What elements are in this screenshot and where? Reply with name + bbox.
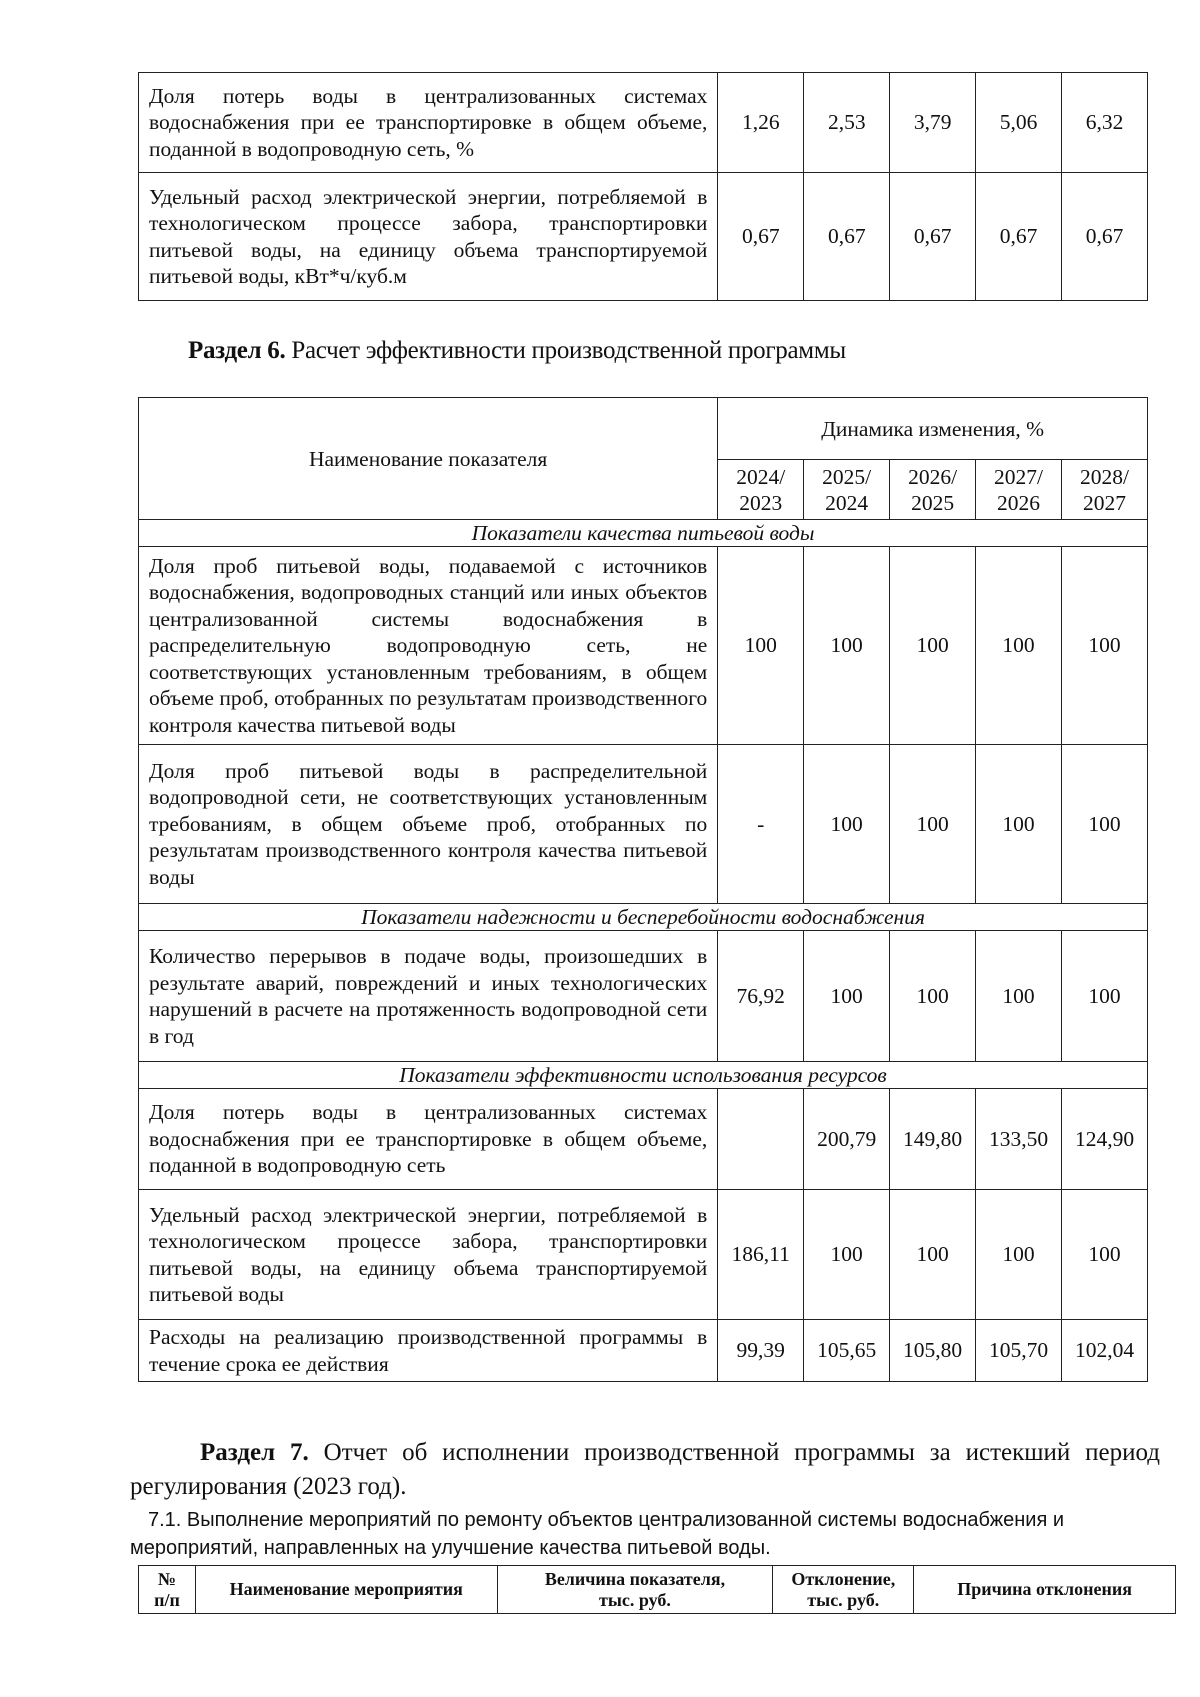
indicator-value: 105,65 (804, 1320, 890, 1382)
indicator-value: 100 (1062, 931, 1148, 1062)
indicator-value: 124,90 (1062, 1089, 1148, 1190)
table-row (139, 1320, 1148, 1382)
indicator-value: 1,26 (718, 73, 804, 173)
year-header (976, 460, 1062, 520)
indicator-value: 133,50 (976, 1089, 1062, 1190)
header-line: п/п (154, 1589, 180, 1610)
indicator-value: 0,67 (976, 173, 1062, 301)
indicator-value: 100 (976, 547, 1062, 745)
header-line: тыс. руб. (807, 1589, 880, 1610)
indicator-value: 6,32 (1062, 73, 1148, 173)
header-line: Наименование мероприятия (229, 1579, 463, 1599)
section-7-title: Отчет об исполнении производственной программы за истекший период регулирования (2023 год). (130, 1439, 1160, 1500)
indicator-value: 100 (890, 931, 976, 1062)
table-row (139, 547, 1148, 745)
indicator-value: 105,70 (976, 1320, 1062, 1382)
year-top: 2026/ (908, 464, 958, 489)
indicator-value: 100 (976, 745, 1062, 904)
column-header-value (497, 1566, 773, 1614)
year-header (890, 460, 976, 520)
year-top: 2025/ (822, 464, 872, 489)
indicator-value: 200,79 (804, 1089, 890, 1190)
indicator-name: Доля проб питьевой воды, подаваемой с источников водоснабжения, водопроводных станций или иных объектов централизованной системы водоснабжения в распределительную водопроводную сеть, не соответствующих установленным требованиям, в общем объеме проб, отобранных по результатам производственного контроля качества питьевой воды (139, 547, 718, 745)
indicator-name: Доля потерь воды в централизованных системах водоснабжения при ее транспортировке в общем объеме, поданной в водопроводную сеть (139, 1089, 718, 1190)
indicator-value: 3,79 (890, 73, 976, 173)
header-line: Отклонение, (791, 1568, 896, 1589)
indicator-name: Расходы на реализацию производственной программы в течение срока ее действия (139, 1320, 718, 1382)
indicator-name: Удельный расход электрической энергии, потребляемой в технологическом процессе забора, транспортировки питьевой воды, на единицу объема транспортируемой питьевой воды, кВт*ч/куб.м (139, 173, 718, 301)
year-bottom: 2024 (825, 490, 869, 515)
indicator-value: 100 (804, 931, 890, 1062)
indicator-value: 100 (1062, 745, 1148, 904)
top-indicators-table (138, 72, 1148, 301)
column-header-reason (914, 1566, 1176, 1614)
year-header (804, 460, 890, 520)
indicator-value: 186,11 (718, 1190, 804, 1320)
year-header (1062, 460, 1148, 520)
indicator-value: 100 (1062, 547, 1148, 745)
indicator-value: 100 (804, 547, 890, 745)
indicator-value: 100 (1062, 1190, 1148, 1320)
table-row (139, 73, 1148, 173)
indicator-value: 76,92 (718, 931, 804, 1062)
section-6-number: Раздел 6. (188, 337, 286, 364)
year-bottom: 2025 (911, 490, 955, 515)
section-6-title: Расчет эффективности производственной программы (285, 337, 846, 364)
indicator-value: 100 (804, 1190, 890, 1320)
indicator-value: 100 (890, 745, 976, 904)
year-top: 2024/ (736, 464, 786, 489)
dynamics-header: Динамика изменения, % (718, 398, 1148, 460)
indicator-name: Количество перерывов в подаче воды, произошедших в результате аварий, повреждений и иных технологических нарушений в расчете на протяженность водопроводной сети в год (139, 931, 718, 1062)
indicator-value: 0,67 (804, 173, 890, 301)
indicator-value (718, 1089, 804, 1190)
indicator-value: 100 (890, 1190, 976, 1320)
category-row (139, 904, 1148, 931)
category-row (139, 520, 1148, 547)
indicator-value: 100 (976, 931, 1062, 1062)
indicator-value: 100 (804, 745, 890, 904)
category-title: Показатели надежности и бесперебойности водоснабжения (139, 904, 1148, 931)
category-title: Показатели эффективности использования ресурсов (139, 1062, 1148, 1089)
table-row (139, 173, 1148, 301)
indicator-value: 100 (718, 547, 804, 745)
indicator-value: 149,80 (890, 1089, 976, 1190)
indicator-value: - (718, 745, 804, 904)
indicator-value: 0,67 (890, 173, 976, 301)
indicator-value: 5,06 (976, 73, 1062, 173)
indicator-value: 0,67 (718, 173, 804, 301)
column-header-deviation (773, 1566, 914, 1614)
indicator-value: 102,04 (1062, 1320, 1148, 1382)
table-row (139, 1089, 1148, 1190)
table-row (139, 1190, 1148, 1320)
report-table (138, 1565, 1176, 1614)
indicator-name: Доля потерь воды в централизованных системах водоснабжения при ее транспортировке в общем объеме, поданной в водопроводную сеть, % (139, 73, 718, 173)
efficiency-table (138, 397, 1148, 1382)
indicator-value: 105,80 (890, 1320, 976, 1382)
column-header-measure (195, 1566, 497, 1614)
indicator-value: 0,67 (1062, 173, 1148, 301)
header-row (139, 398, 1148, 460)
section-7-heading (130, 1436, 1160, 1504)
header-line: Причина отклонения (957, 1579, 1132, 1599)
header-line: Величина показателя, (544, 1568, 726, 1589)
indicator-value: 100 (976, 1190, 1062, 1320)
table-row (139, 931, 1148, 1062)
subsection-7-1: 7.1. Выполнение мероприятий по ремонту объектов централизованной системы водоснабжения и мероприятий, направленных на улучшение качества питьевой воды. (130, 1509, 1065, 1559)
header-line: тыс. руб. (598, 1589, 671, 1610)
year-bottom: 2023 (739, 490, 783, 515)
section-7-number: Раздел 7. (200, 1439, 309, 1466)
section-6-heading (188, 337, 846, 365)
table-row (139, 745, 1148, 904)
indicator-name: Доля проб питьевой воды в распределительной водопроводной сети, не соответствующих установленным требованиям, в общем объеме проб, отобранных по результатам производственного контроля качества питьевой воды (139, 745, 718, 904)
indicator-name: Удельный расход электрической энергии, потребляемой в технологическом процессе забора, транспортировки питьевой воды, на единицу объема транспортируемой питьевой воды (139, 1190, 718, 1320)
category-row (139, 1062, 1148, 1089)
name-column-header: Наименование показателя (139, 398, 718, 520)
category-title: Показатели качества питьевой воды (139, 520, 1148, 547)
column-header-number (139, 1566, 196, 1614)
year-top: 2027/ (994, 464, 1044, 489)
year-bottom: 2027 (1083, 490, 1126, 515)
header-row (139, 1566, 1176, 1614)
year-header (718, 460, 804, 520)
indicator-value: 99,39 (718, 1320, 804, 1382)
year-top: 2028/ (1080, 464, 1129, 489)
indicator-value: 2,53 (804, 73, 890, 173)
header-line: № (157, 1568, 176, 1589)
year-bottom: 2026 (997, 490, 1041, 515)
indicator-value: 100 (890, 547, 976, 745)
